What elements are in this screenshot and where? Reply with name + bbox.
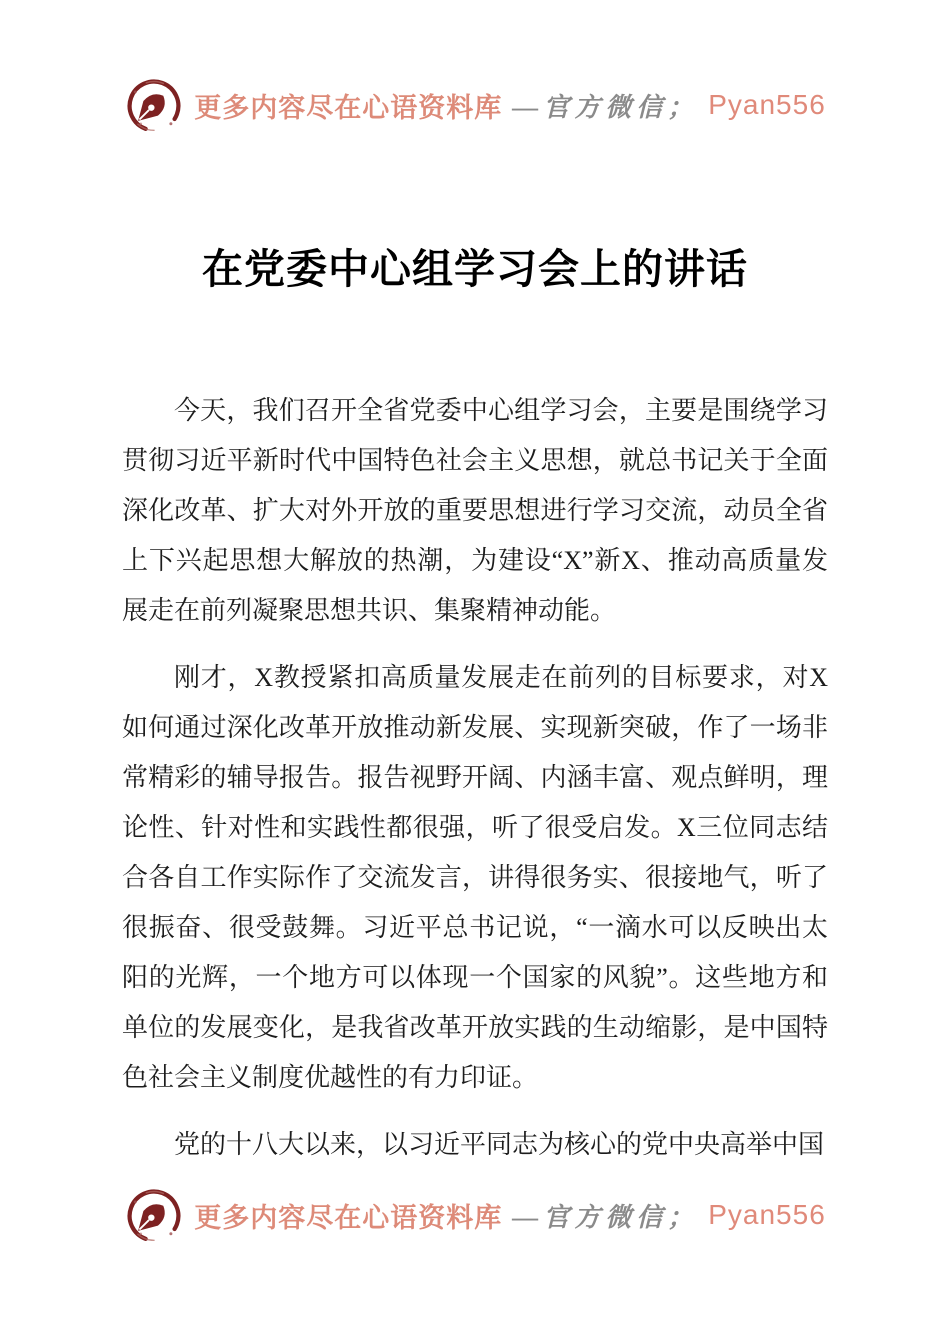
footer-branding: [0, 1184, 950, 1246]
document-title: 在党委中心组学习会上的讲话: [202, 246, 748, 292]
pen-nib-logo-icon: [124, 1184, 184, 1246]
document-body: [122, 386, 828, 1187]
footer-site-text: 更多内容尽在心语资料库: [194, 1202, 503, 1233]
header-site-text: 更多内容尽在心语资料库: [194, 92, 503, 123]
header-branding: [0, 74, 950, 136]
header-wechat-account: Pyan556: [708, 89, 826, 120]
footer-wechat-account: Pyan556: [708, 1199, 826, 1230]
paragraph-3: 党的十八大以来，以习近平同志为核心的党中央高举中国: [174, 1130, 825, 1159]
footer-wechat-label: —官方微信；: [512, 1202, 699, 1232]
header-wechat-label: —官方微信；: [512, 92, 699, 122]
pen-nib-logo-icon: [124, 74, 184, 136]
paragraph-2: 刚才，X教授紧扣高质量发展走在前列的目标要求，对X如何通过深化改革开放推动新发展、实现新突破，作了一场非常精彩的辅导报告。报告视野开阔、内涵丰富、观点鲜明，理论性、针对性和实践性都很强，听了很受启发。X三位同志结合各自工作实际作了交流发言，讲得很务实、很接地气，听了很振奋、很受鼓舞。习近平总书记说，“一滴水可以反映出太阳的光辉，一个地方可以体现一个国家的风貌”。这些地方和单位的发展变化，是我省改革开放实践的生动缩影，是中国特色社会主义制度优越性的有力印证。: [122, 663, 828, 1092]
paragraph-1: 今天，我们召开全省党委中心组学习会，主要是围绕学习贯彻习近平新时代中国特色社会主义思想，就总书记关于全面深化改革、扩大对外开放的重要思想进行学习交流，动员全省上下兴起思想大解放的热潮，为建设“X”新X、推动高质量发展走在前列凝聚思想共识、集聚精神动能。: [122, 396, 828, 625]
